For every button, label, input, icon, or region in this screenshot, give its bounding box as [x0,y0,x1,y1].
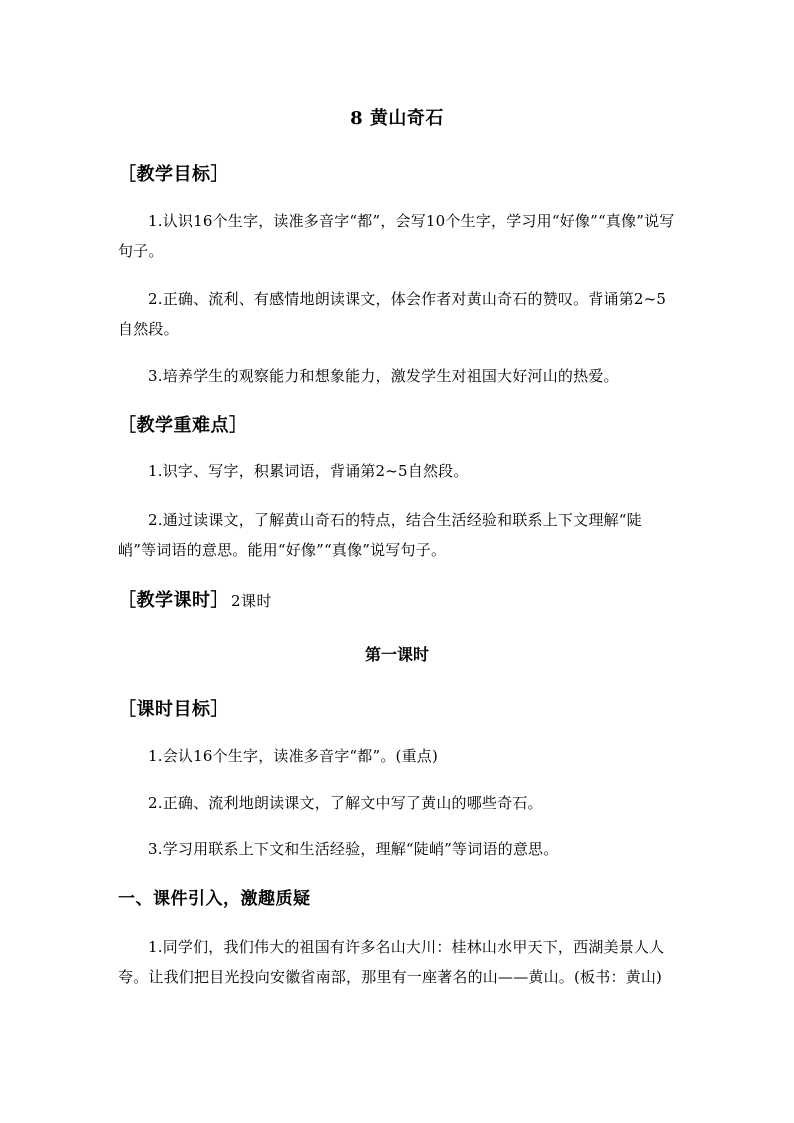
objective-item-2: 2.正确、流利、有感情地朗读课文，体会作者对黄山奇石的赞叹。背诵第2~5自然段。 [118,290,667,338]
lesson-objective-item-3: 3.学习用联系上下文和生活经验，理解“陡峭”等词语的意思。 [148,840,559,858]
section-one-paragraph-1: 1.同学们，我们伟大的祖国有许多名山大川：桂林山水甲天下，西湖美景人人夸。让我们把目光投向安徽省南部，那里有一座著名的山——黄山。(板书：黄山) [118,938,665,986]
section-one-heading: 一、课件引入，激趣质疑 [118,889,311,909]
teaching-periods-heading: ［教学课时］ [118,590,229,611]
lesson-objectives-heading: ［课时目标］ [118,699,229,720]
lesson-objective-item-1: 1.会认16个生字，读准多音字“都”。(重点) [148,747,439,765]
key-point-item-2: 2.通过读课文，了解黄山奇石的特点，结合生活经验和联系上下文理解“陡峭”等词语的意思。能用“好像”“真像”说写句子。 [118,511,642,559]
lesson-objective-item-2: 2.正确、流利地朗读课文，了解文中写了黄山的哪些奇石。 [148,794,543,812]
objective-item-3: 3.培养学生的观察能力和想象能力，激发学生对祖国大好河山的热爱。 [148,367,619,385]
teaching-periods-value: 2课时 [231,592,273,610]
objective-item-1: 1.认识16个生字，读准多音字“都”，会写10个生字，学习用“好像”“真像”说写句子。 [118,212,675,260]
document-title: 8 黄山奇石 [350,108,444,129]
lesson-one-title: 第一课时 [364,645,429,664]
key-point-item-1: 1.识字、写字，积累词语，背诵第2~5自然段。 [148,462,469,480]
teaching-objectives-heading: ［教学目标］ [118,164,229,185]
teaching-periods-line [118,586,272,612]
key-points-heading: ［教学重难点］ [118,415,248,436]
